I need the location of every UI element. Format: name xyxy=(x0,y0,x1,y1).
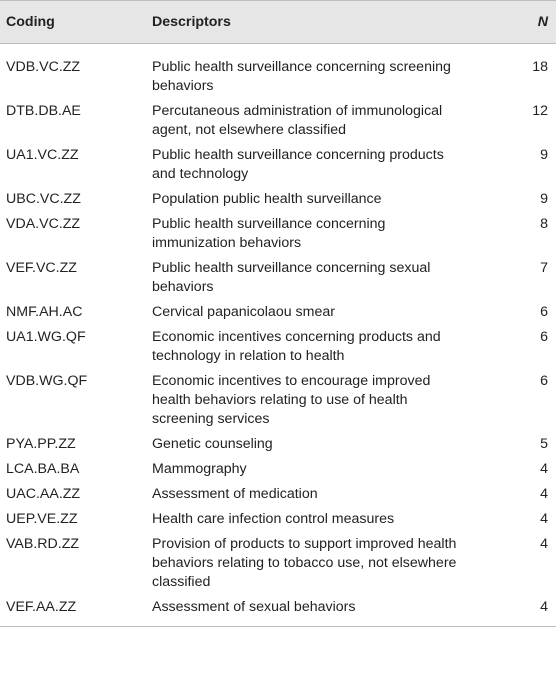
cell-descriptor: Mammography xyxy=(152,461,247,477)
cell-n: 18 xyxy=(532,59,548,75)
table-row xyxy=(0,506,556,531)
cell-coding: VDB.WG.QF xyxy=(6,373,88,389)
table-row xyxy=(0,186,556,211)
cell-descriptor: Public health surveillance concerning immunization behaviors xyxy=(152,216,386,251)
cell-coding: UEP.VE.ZZ xyxy=(6,511,78,527)
cell-descriptor: Assessment of medication xyxy=(152,486,318,502)
cell-n: 4 xyxy=(466,594,556,627)
cell-coding: UA1.VC.ZZ xyxy=(6,147,79,163)
cell-coding: VEF.AA.ZZ xyxy=(0,594,146,627)
cell-descriptor: Economic incentives concerning products and technology in relation to health xyxy=(152,329,441,364)
cell-n: 6 xyxy=(540,329,548,345)
cell-n: 4 xyxy=(540,486,548,502)
table-row xyxy=(0,299,556,324)
header-n: N xyxy=(466,1,556,44)
cell-coding: UAC.AA.ZZ xyxy=(6,486,81,502)
cell-coding: NMF.AH.AC xyxy=(6,304,83,320)
table-row xyxy=(0,44,556,99)
table-row xyxy=(0,456,556,481)
header-coding: Coding xyxy=(0,1,146,44)
cell-n: 9 xyxy=(540,191,548,207)
table-row xyxy=(0,481,556,506)
cell-coding: UA1.WG.QF xyxy=(6,329,86,345)
cell-descriptor: Genetic counseling xyxy=(152,436,273,452)
cell-n: 5 xyxy=(540,436,548,452)
cell-descriptor: Cervical papanicolaou smear xyxy=(152,304,335,320)
cell-coding: VDA.VC.ZZ xyxy=(6,216,81,232)
cell-n: 12 xyxy=(532,103,548,119)
cell-n: 8 xyxy=(540,216,548,232)
cell-descriptor: Population public health surveillance xyxy=(152,191,382,207)
cell-descriptor: Provision of products to support improved health behaviors relating to tobacco use, not elsewhere classified xyxy=(152,536,457,590)
header-row xyxy=(0,1,556,44)
cell-coding: VEF.VC.ZZ xyxy=(6,260,77,276)
table-row xyxy=(0,98,556,142)
cell-descriptor: Percutaneous administration of immunological agent, not elsewhere classified xyxy=(152,103,443,138)
cell-descriptor: Public health surveillance concerning screening behaviors xyxy=(152,59,451,94)
cell-coding: VDB.VC.ZZ xyxy=(6,59,81,75)
cell-coding: VAB.RD.ZZ xyxy=(6,536,80,552)
table-row xyxy=(0,211,556,255)
cell-coding: DTB.DB.AE xyxy=(6,103,81,119)
cell-n: 6 xyxy=(540,373,548,389)
cell-n: 4 xyxy=(540,511,548,527)
table-body xyxy=(0,44,556,627)
table-row xyxy=(0,368,556,431)
cell-n: 4 xyxy=(540,536,548,552)
header-descriptors: Descriptors xyxy=(146,1,466,44)
cell-coding: PYA.PP.ZZ xyxy=(6,436,76,452)
cell-n: 7 xyxy=(540,260,548,276)
table-row xyxy=(0,531,556,594)
cell-descriptor: Economic incentives to encourage improved health behaviors relating to use of health screening services xyxy=(152,373,431,427)
cell-coding: UBC.VC.ZZ xyxy=(6,191,81,207)
table-row xyxy=(0,255,556,299)
table-row xyxy=(0,324,556,368)
cell-descriptor: Assessment of sexual behaviors xyxy=(146,594,466,627)
cell-descriptor: Health care infection control measures xyxy=(152,511,395,527)
cell-descriptor: Public health surveillance concerning products and technology xyxy=(152,147,444,182)
table-header xyxy=(0,1,556,44)
cell-n: 9 xyxy=(540,147,548,163)
cell-coding: LCA.BA.BA xyxy=(6,461,80,477)
table-row xyxy=(0,594,556,627)
cell-n: 4 xyxy=(540,461,548,477)
table-row xyxy=(0,142,556,186)
table-row xyxy=(0,431,556,456)
cell-descriptor: Public health surveillance concerning sexual behaviors xyxy=(152,260,431,295)
cell-n: 6 xyxy=(540,304,548,320)
